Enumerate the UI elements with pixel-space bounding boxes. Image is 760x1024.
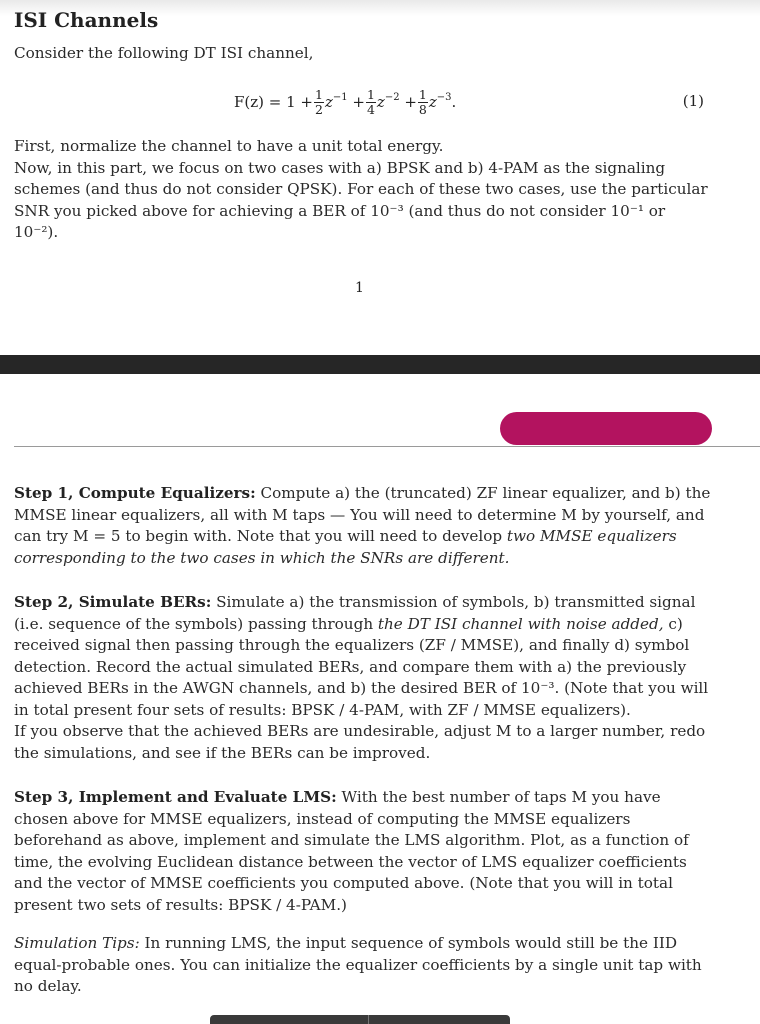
- normalize-and-cases: [14, 136, 714, 244]
- toolbar-divider: [368, 1015, 369, 1024]
- cases-text: Now, in this part, we focus on two cases with a) BPSK and b) 4-PAM as the signaling schemes (and thus do not consider QPSK). For each of these two cases, use the particular SNR you picked above for achieving a BER of 10⁻³ (and thus do not consider 10⁻¹ or 10⁻²).: [14, 158, 708, 241]
- equation-number: (1): [682, 92, 704, 110]
- step-2-heading: Step 2, Simulate BERs:: [14, 593, 212, 611]
- step-3: [14, 787, 714, 916]
- step-2: [14, 592, 714, 764]
- step-3-text: With the best number of taps M you have chosen above for MMSE equalizers, instead of computing the MMSE equalizers beforehand as above, implement and simulate the LMS algorithm. Plot, as a function of time, the evolving Euclidean distance between the vector of LMS equalizer coefficients and the vector of MMSE coefficients you computed above. (Note that you will in total present two sets of results: BPSK / 4-PAM.): [14, 788, 689, 914]
- tips-text: In running LMS, the input sequence of symbols would still be the IID equal-probable ones. You can initialize the equalizer coefficients by a single unit tap with no delay.: [14, 934, 702, 995]
- highlight-pill-button[interactable]: [500, 412, 712, 445]
- step-2-text-c: If you observe that the achieved BERs are undesirable, adjust M to a larger number, redo the simulations, and see if the BERs can be improved.: [14, 722, 706, 762]
- step-1-heading: Step 1, Compute Equalizers:: [14, 484, 256, 502]
- page-break-bar: [0, 355, 760, 374]
- page-number: 1: [355, 280, 364, 296]
- step-1: [14, 483, 714, 569]
- intro-text: Consider the following DT ISI channel,: [14, 44, 314, 62]
- simulation-tips: [14, 933, 714, 998]
- tips-label: Simulation Tips:: [14, 934, 140, 952]
- equation-lhs: F(z) = 1 +: [234, 93, 313, 111]
- normalize-text: First, normalize the channel to have a unit total energy.: [14, 137, 444, 155]
- channel-equation: F(z) = 1 + $\frac{1}{2}$ $z^{-1}$ + $\frac{1}{4}$ $z^{-2}$ + $\frac{1}{8}$ $z^{-3}$.: [234, 86, 457, 117]
- equation-row: [0, 80, 760, 124]
- step-2-italic: the DT ISI channel with noise added,: [377, 614, 664, 633]
- fraction-term-3: $\frac{1}{8}$: [418, 86, 427, 117]
- step-3-heading: Step 3, Implement and Evaluate LMS:: [14, 788, 337, 806]
- step-2-text-b: c) received signal then passing through the equalizers (ZF / MMSE), and finally d) symbol detection. Record the actual simulated BERs, and compare them with a) the previously achieved BERs in the AWGN channels, and b) the desired BER of 10⁻³. (Note that you will in total present four sets of results: BPSK / 4-PAM, with ZF / MMSE equalizers).: [14, 614, 709, 719]
- step-1-text: Compute a) the (truncated) ZF linear equalizer, and b) the MMSE linear equalizers, all with M taps — You will need to determine M by yourself, and can try M = 5 to begin with. Note that you will need to develop: [14, 484, 711, 545]
- step-2-text-a: Simulate a) the transmission of symbols, b) transmitted signal (i.e. sequence of the symbols) passing through: [14, 593, 696, 633]
- fraction-term-2: $\frac{1}{4}$: [366, 86, 375, 117]
- divider: [14, 446, 760, 447]
- step-1-italic: two MMSE equalizers corresponding to the two cases in which the SNRs are different.: [14, 527, 677, 567]
- bottom-toolbar[interactable]: [210, 1015, 510, 1024]
- fraction-term-1: $\frac{1}{2}$: [315, 86, 323, 117]
- page-title: ISI Channels: [14, 8, 159, 32]
